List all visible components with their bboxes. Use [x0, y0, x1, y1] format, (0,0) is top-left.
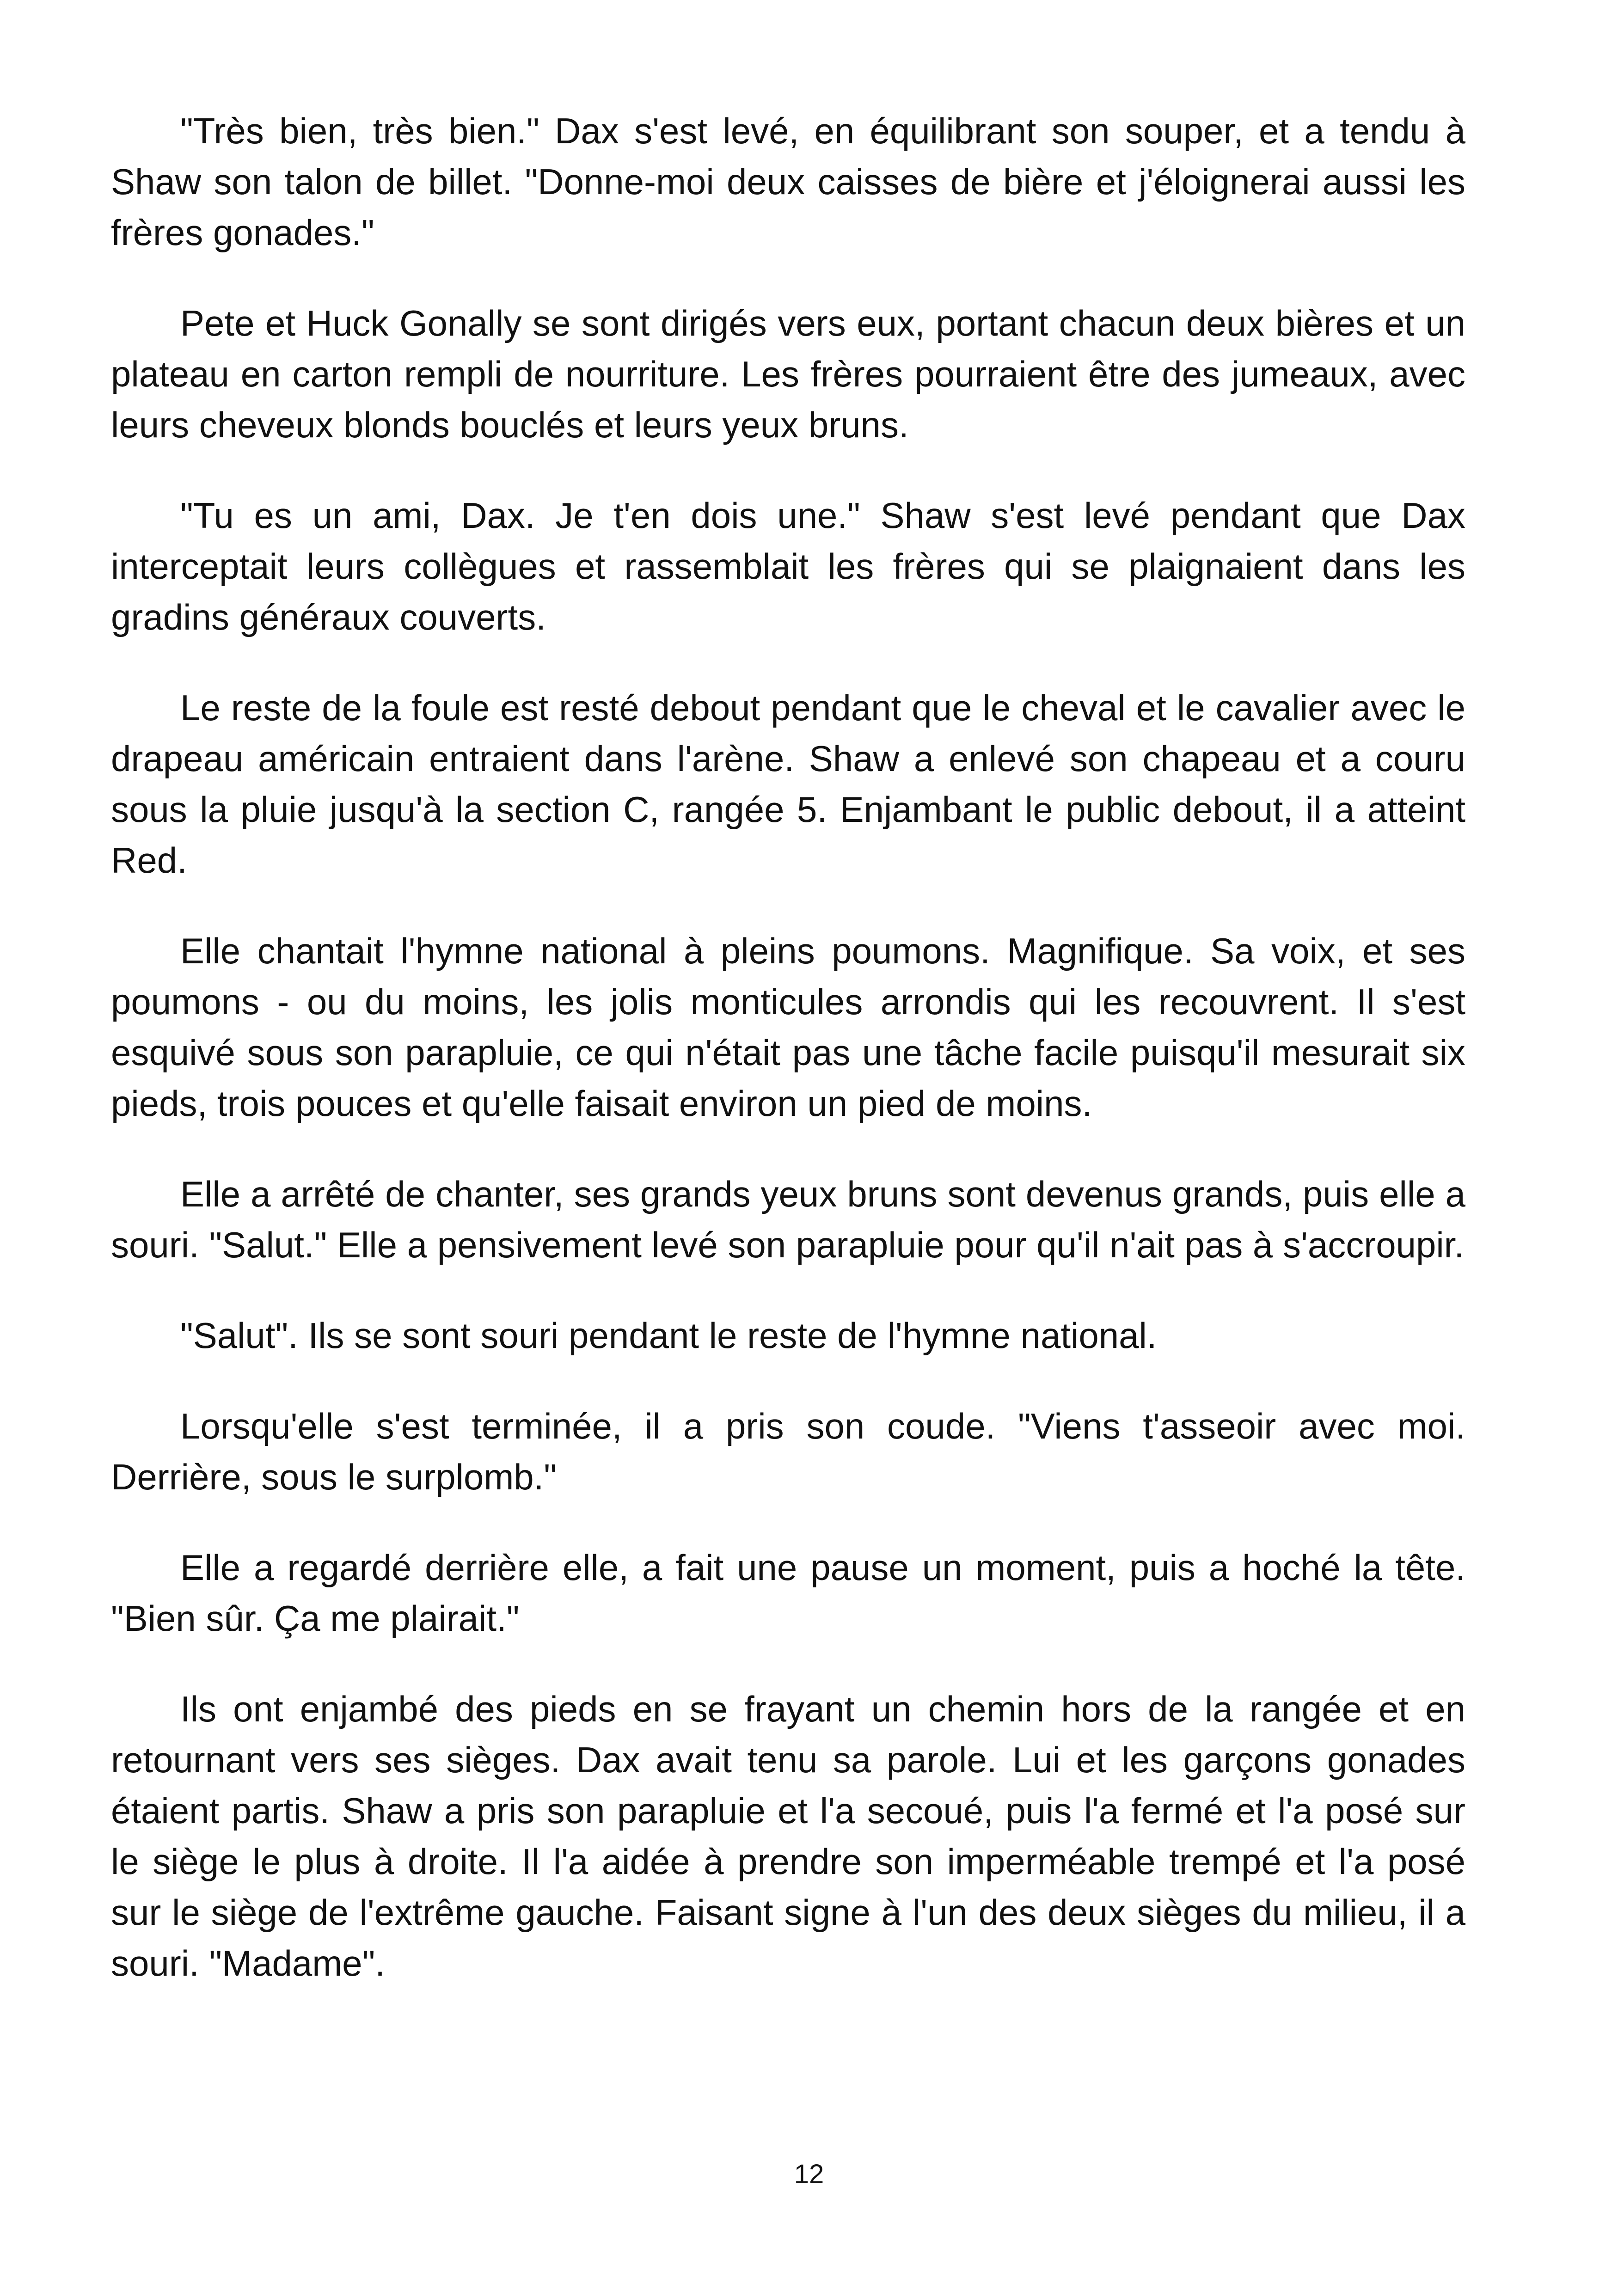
paragraph: "Très bien, très bien." Dax s'est levé, en équilibrant son souper, et a tendu à Shaw son talon de billet. "Donne-moi deux caisses de bière et j'éloignerai aussi les frères gonades.": [111, 110, 1465, 253]
body-text: [111, 105, 1465, 2028]
paragraph: Elle a regardé derrière elle, a fait une pause un moment, puis a hoché la tête. "Bien sûr. Ça me plairait.": [111, 1547, 1465, 1639]
paragraph: "Tu es un ami, Dax. Je t'en dois une." Shaw s'est levé pendant que Dax interceptait leurs collègues et rassemblait les frères qui se plaignaient dans les gradins généraux couverts.: [111, 495, 1465, 637]
paragraph: "Salut". Ils se sont souri pendant le reste de l'hymne national.: [180, 1315, 1157, 1356]
page-number: 12: [794, 2159, 824, 2189]
paragraph: Le reste de la foule est resté debout pendant que le cheval et le cavalier avec le drapeau américain entraient dans l'arène. Shaw a enlevé son chapeau et a couru sous la pluie jusqu'à la section C, rangée 5. Enjambant le public debout, il a atteint Red.: [111, 687, 1465, 881]
paragraph: Elle a arrêté de chanter, ses grands yeux bruns sont devenus grands, puis elle a souri. "Salut." Elle a pensivement levé son parapluie pour qu'il n'ait pas à s'accroupir.: [111, 1174, 1465, 1265]
paragraph: Lorsqu'elle s'est terminée, il a pris son coude. "Viens t'asseoir avec moi. Derrière, sous le surplomb.": [111, 1406, 1465, 1497]
paragraph: Pete et Huck Gonally se sont dirigés vers eux, portant chacun deux bières et un plateau en carton rempli de nourriture. Les frères pourraient être des jumeaux, avec leurs cheveux blonds bouclés et leurs yeux bruns.: [111, 303, 1465, 445]
paragraph: Ils ont enjambé des pieds en se frayant un chemin hors de la rangée et en retournant vers ses sièges. Dax avait tenu sa parole. Lui et les garçons gonades étaient partis. Shaw a pris son parapluie et l'a secoué, puis l'a fermé et l'a posé sur le siège le plus à droite. Il l'a aidée à prendre son imperméable trempé et l'a posé sur le siège de l'extrême gauche. Faisant signe à l'un des deux sièges du milieu, il a souri. "Madame".: [111, 1689, 1465, 1984]
paragraph: Elle chantait l'hymne national à pleins poumons. Magnifique. Sa voix, et ses poumons - ou du moins, les jolis monticules arrondis qui les recouvrent. Il s'est esquivé sous son parapluie, ce qui n'était pas une tâche facile puisqu'il mesurait six pieds, trois pouces et qu'elle faisait environ un pied de moins.: [111, 931, 1465, 1124]
